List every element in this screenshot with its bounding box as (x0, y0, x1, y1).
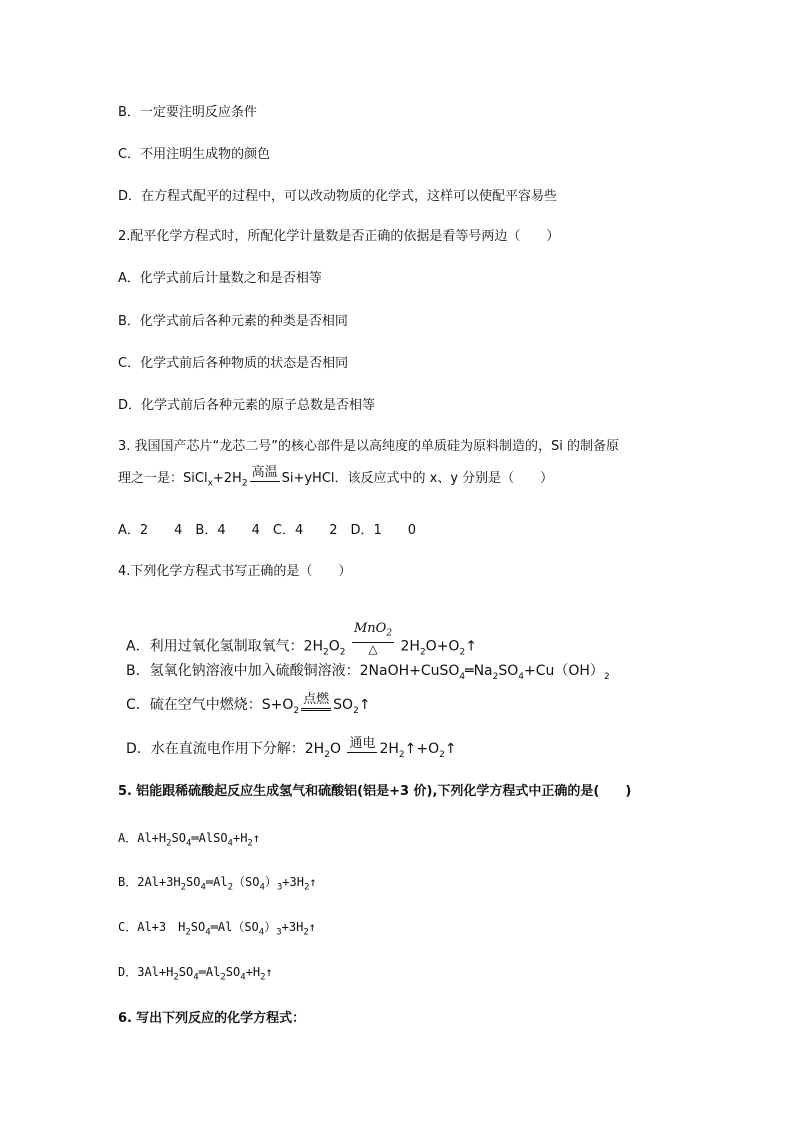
q4a-text-pre: A．利用过氧化氢制取氧气：2H (126, 638, 324, 655)
q4a-condition-top: MnO$_2$ (352, 622, 394, 643)
q2-option-c: C．化学式前后各种物质的状态是否相同 (118, 356, 349, 371)
q5c-text: C．Al+3 H (118, 920, 186, 934)
q3-sub-x: x (207, 478, 213, 489)
q4b-text: B．氢氧化钠溶液中加入硫酸铜溶液：2NaOH+CuSO (126, 663, 460, 679)
question-4: 4.下列化学方程式书写正确的是（ ） (118, 564, 352, 579)
q5-number: 5. (118, 784, 132, 799)
q5-option-b: B．$2Al+3H_2SO_4═Al_2(SO_4)_3+3H_2↑$ (118, 875, 317, 893)
question-5 (118, 783, 631, 801)
q4d-text-post: 2H (379, 741, 399, 757)
q4c-condition-label: 点燃 (301, 693, 331, 711)
q3-options: A．2 4 B．4 4 C．4 2 D．1 0 (118, 523, 417, 538)
q4-option-a: A．利用过氧化氢制取氧气：$2H_2O_2$ MnO$_2$ △ $2H_2O+O_2↑$ (126, 621, 477, 658)
option-b-line: B．一定要注明反应条件 (118, 105, 257, 120)
q4-option-c: C．硫在空气中燃烧：$S+O_2$ 点燃 $SO_2↑$ (126, 692, 371, 716)
q4b-text-post: ═Na (465, 663, 493, 679)
q4-option-b: B．氢氧化钠溶液中加入硫酸铜溶液：$2NaOH+CuSO_4═Na_2SO_4+Cu(OH)_2$ (126, 663, 610, 682)
q4a-condition (352, 622, 394, 655)
q5-option-d: D．$3Al+H_2SO_4═Al_2SO_4+H_2↑$ (118, 965, 273, 983)
q5-option-c: C．Al+3 $H_2SO_4═Al(SO_4)_3+3H_2↑$ (118, 920, 316, 938)
q3-condition-label: 高温 (251, 465, 278, 480)
q4-option-d: D．水在直流电作用下分解：$2H_2O$ 通电 $2H_2↑+O_2↑$ (126, 736, 457, 760)
q3-text-pre: 理之一是：SiCl (118, 471, 208, 486)
option-c-line: C．不用注明生成物的颜色 (118, 147, 271, 162)
q2-option-a: A．化学式前后计量数之和是否相等 (118, 271, 322, 286)
question-3-line-1: 3. 我国国产芯片“龙芯二号”的核心部件是以高纯度的单质硅为原料制造的，Si 的制备原 (118, 439, 620, 454)
q6-number: 6. (118, 1011, 132, 1026)
q2-option-b: B．化学式前后各种元素的种类是否相同 (118, 314, 348, 329)
q4a-text-post: 2H (400, 638, 420, 655)
q5d-text: D．3Al+H (118, 965, 174, 979)
q4b-text-tail: +Cu（OH） (524, 663, 604, 679)
q6-text: 写出下列反应的化学方程式： (136, 1011, 306, 1026)
q5b-text: B．2Al+3H (118, 875, 181, 889)
q3-condition (250, 466, 280, 482)
q4c-text-pre: C．硫在空气中燃烧：S+O (126, 697, 294, 713)
q4d-condition-label: 通电 (349, 736, 376, 751)
q4c-condition (301, 693, 331, 711)
question-6 (118, 1010, 305, 1028)
q5a-text: A．Al+H (118, 831, 167, 845)
q3-sub-2: 2 (241, 478, 248, 489)
q3-text-post: Si+yHCl．该反应式中的 x、y 分别是（ ） (281, 471, 554, 486)
question-2: 2.配平化学方程式时，所配化学计量数是否正确的依据是看等号两边（ ） (118, 229, 560, 244)
q4d-condition (347, 737, 377, 753)
q2-option-d: D．化学式前后各种元素的原子总数是否相等 (118, 398, 376, 413)
option-d-line: D．在方程式配平的过程中，可以改动物质的化学式，这样可以使配平容易些 (118, 189, 558, 204)
q5-text: 铝能跟稀硫酸起反应生成氢气和硫酸铝(铝是+3 价),下列化学方程式中正确的是( ) (136, 784, 632, 799)
q4a-condition-bottom: △ (368, 641, 378, 656)
q3-text-mid: +2H (212, 471, 242, 486)
q4c-text-post: SO (333, 697, 354, 713)
q5-option-a: A．$Al+H_2SO_4═AlSO_4+H_2↑$ (118, 831, 261, 849)
q4d-text-pre: D．水在直流电作用下分解：2H (126, 741, 325, 757)
question-3-line-2 (118, 465, 554, 493)
q4a-catalyst: MnO (353, 621, 387, 636)
